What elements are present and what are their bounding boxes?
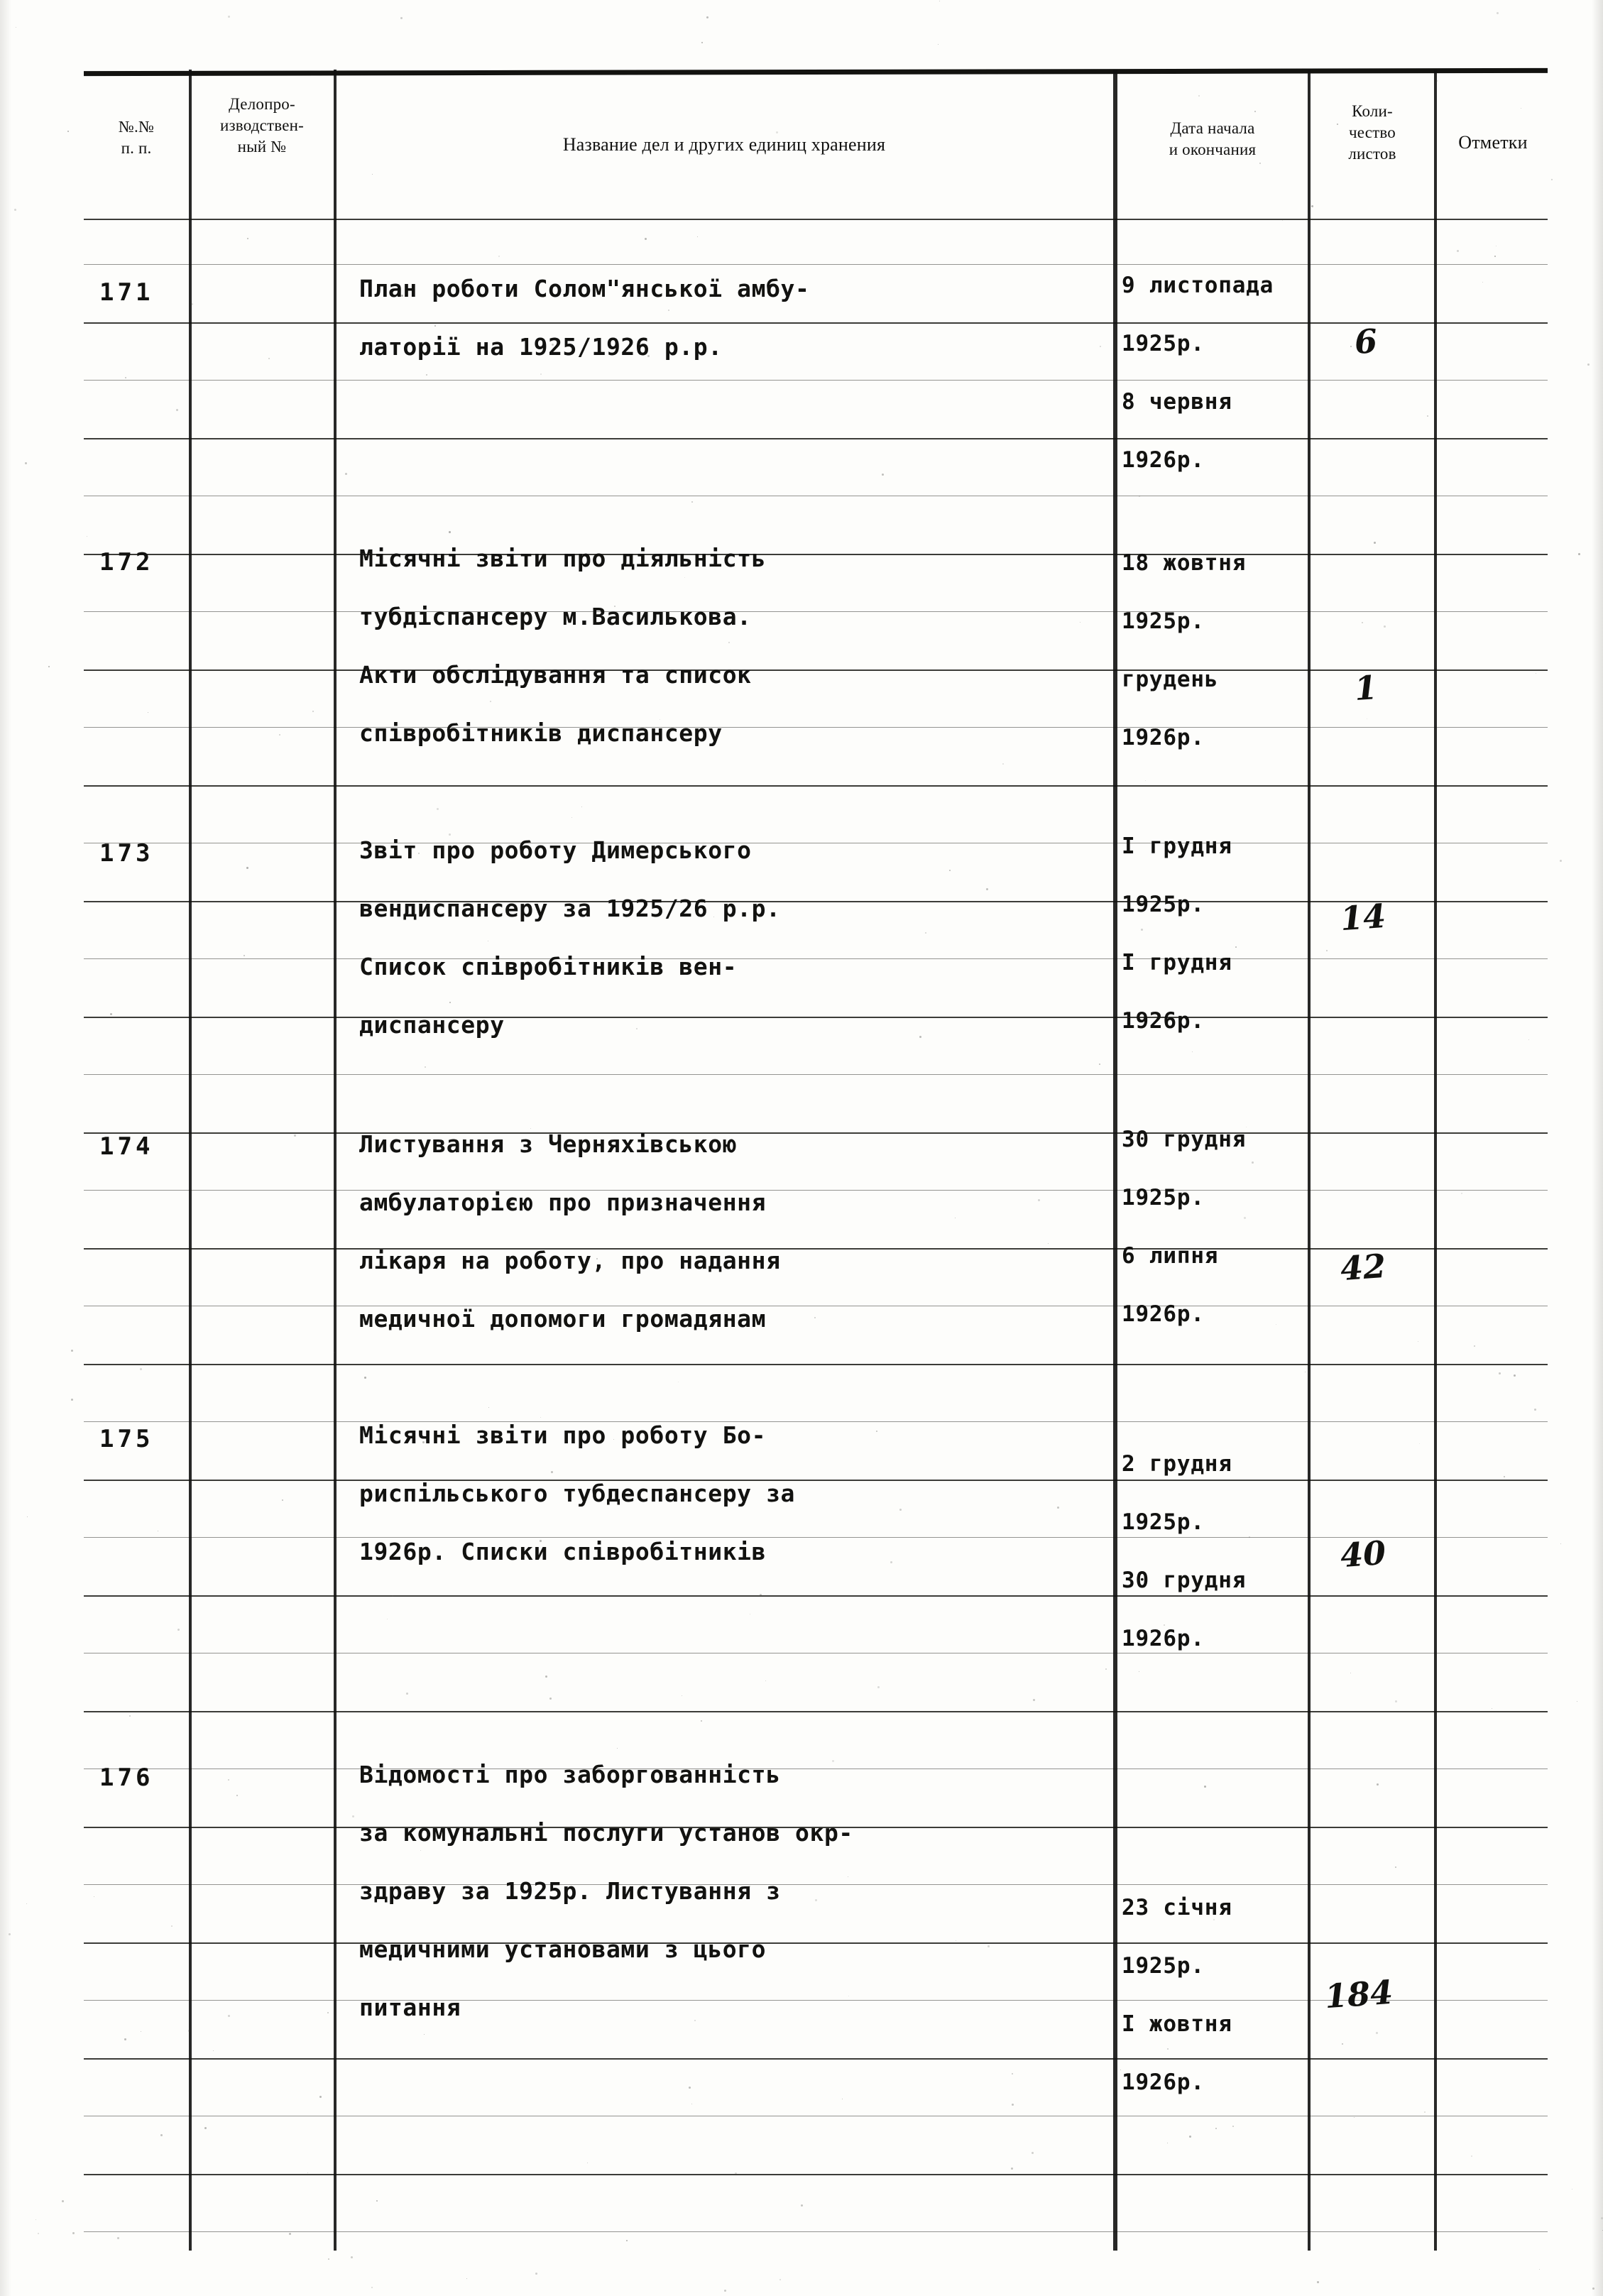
header-notes-line1: Отметки [1458,132,1528,153]
header-dates-line2: и окончания [1169,140,1257,158]
col-rule-seq-officeno [189,70,192,2251]
header-dates [1119,118,1306,160]
cell-date-line: 9 листопада [1122,273,1274,298]
ruled-line [84,901,1548,902]
ruled-line [84,1711,1548,1712]
cell-date-line: 8 червня [1122,389,1232,415]
inventory-table [84,37,1548,2251]
ruled-line [84,1537,1548,1538]
cell-seq-no: 171 [99,278,154,307]
ruled-line [84,1595,1548,1597]
cell-date-line: 1925р. [1122,1509,1205,1535]
header-sheets-line3: листов [1348,144,1396,163]
header-office-no-line2: изводствен- [220,116,304,134]
cell-seq-no: 174 [99,1132,154,1161]
cell-title-line: здраву за 1925р. Листування з [359,1877,781,1905]
cell-title-line: питання [359,1994,461,2021]
ruled-line [84,1074,1548,1075]
cell-date-line: І грудня [1122,833,1232,859]
cell-date-line: 1926р. [1122,1626,1205,1651]
ruled-line [84,438,1548,439]
cell-title-line: Список співробітників вен- [359,953,738,980]
cell-title-line: медичними установами з цього [359,1935,767,1963]
col-rule-title-dates [1113,70,1117,2251]
cell-date-line: 30 грудня [1122,1568,1247,1593]
cell-title-line: тубдіспансеру м.Василькова. [359,603,752,630]
cell-sheet-count: 40 [1339,1533,1387,1575]
header-sheets-line2: чество [1348,123,1396,141]
cell-date-line: 30 грудня [1122,1127,1247,1152]
ruled-line [84,1190,1548,1191]
header-separator-line [84,219,1548,220]
cell-date-line: 18 жовтня [1122,550,1247,576]
cell-seq-no: 176 [99,1764,154,1792]
col-rule-dates-sheets [1308,70,1311,2251]
cell-date-line: 1925р. [1122,892,1205,917]
ruled-line [84,2058,1548,2060]
cell-seq-no: 173 [99,839,154,868]
cell-title-line: латорії на 1925/1926 р.р. [359,333,723,361]
cell-title-line: за комунальні послуги установ окр- [359,1819,853,1847]
col-rule-officeno-title [334,70,337,2251]
cell-date-line: 23 січня [1122,1895,1232,1920]
ruled-line [84,1884,1548,1885]
scan-edge-shadow-left [0,0,11,2296]
ruled-line [84,611,1548,612]
cell-sheet-count: 1 [1353,667,1379,709]
cell-seq-no: 175 [99,1425,154,1453]
cell-title-line: амбулаторією про призначення [359,1188,767,1216]
cell-title-line: Акти обслідування та список [359,661,752,689]
header-seq-no-line2: п. п. [121,138,152,157]
cell-seq-no: 172 [99,548,154,576]
header-office-no-line1: Делопро- [229,95,295,113]
cell-date-line: 1926р. [1122,1301,1205,1327]
header-sheets-line1: Коли- [1352,102,1393,120]
header-office-no-line3: ный № [237,137,287,155]
header-dates-line1: Дата начала [1170,119,1255,137]
cell-date-line: 1926р. [1122,447,1205,473]
cell-date-line: грудень [1122,667,1219,692]
cell-title-line: вендиспансеру за 1925/26 р.р. [359,895,781,922]
cell-title-line: Місячні звіти про діяльність [359,545,767,572]
cell-title-line: медичної допомоги громадянам [359,1305,767,1333]
cell-title-line: Відомості про заборгованність [359,1761,781,1788]
cell-sheet-count: 184 [1323,1972,1394,2016]
ruled-line [84,1132,1548,1134]
cell-date-line: 6 липня [1122,1243,1219,1269]
cell-date-line: 2 грудня [1122,1451,1232,1477]
cell-date-line: 1926р. [1122,725,1205,750]
cell-title-line: Місячні звіти про роботу Бо- [359,1421,767,1449]
ruled-line [84,1017,1548,1018]
ruled-line [84,1480,1548,1481]
cell-date-line: 1925р. [1122,1185,1205,1210]
header-seq-no [84,116,189,159]
header-title-line1: Название дел и других единиц хранения [562,134,886,155]
cell-title-line: План роботи Солом"янської амбу- [359,275,810,302]
header-office-no [192,94,332,158]
ruled-line [84,669,1548,671]
cell-title-line: Звіт про роботу Димерського [359,836,752,864]
cell-date-line: І жовтня [1122,2011,1232,2037]
header-sheets [1312,101,1433,165]
ruled-line [84,785,1548,787]
ruled-line [84,2174,1548,2175]
cell-sheet-count: 14 [1339,896,1387,939]
cell-title-line: риспільського тубдеспансеру за [359,1480,796,1507]
ruled-line [84,1364,1548,1365]
header-seq-no-line1: №.№ [118,118,155,136]
table-top-rule [84,68,1548,76]
ruled-line [84,1248,1548,1250]
col-rule-sheets-notes [1434,70,1437,2251]
ruled-line [84,727,1548,728]
ruled-line [84,380,1548,381]
scan-edge-shadow-right [1592,0,1603,2296]
cell-title-line: Листування з Черняхівською [359,1130,738,1158]
cell-sheet-count: 42 [1339,1246,1387,1289]
cell-date-line: 1926р. [1122,2070,1205,2095]
cell-sheet-count: 6 [1353,321,1379,362]
header-title [337,133,1112,157]
cell-date-line: 1925р. [1122,331,1205,356]
cell-date-line: 1925р. [1122,1953,1205,1979]
ruled-line [84,322,1548,324]
ruled-line [84,264,1548,265]
cell-date-line: І грудня [1122,950,1232,975]
cell-title-line: диспансеру [359,1011,505,1039]
header-notes [1438,131,1548,155]
cell-title-line: 1926р. Списки співробітників [359,1538,767,1565]
cell-date-line: 1925р. [1122,608,1205,634]
cell-title-line: лікаря на роботу, про надання [359,1247,781,1274]
ruled-line [84,2231,1548,2232]
ruled-line [84,1942,1548,1944]
ruled-line [84,1421,1548,1422]
cell-title-line: співробітників диспансеру [359,719,723,747]
cell-date-line: 1926р. [1122,1008,1205,1034]
ruled-line [84,554,1548,555]
ruled-line [84,958,1548,959]
